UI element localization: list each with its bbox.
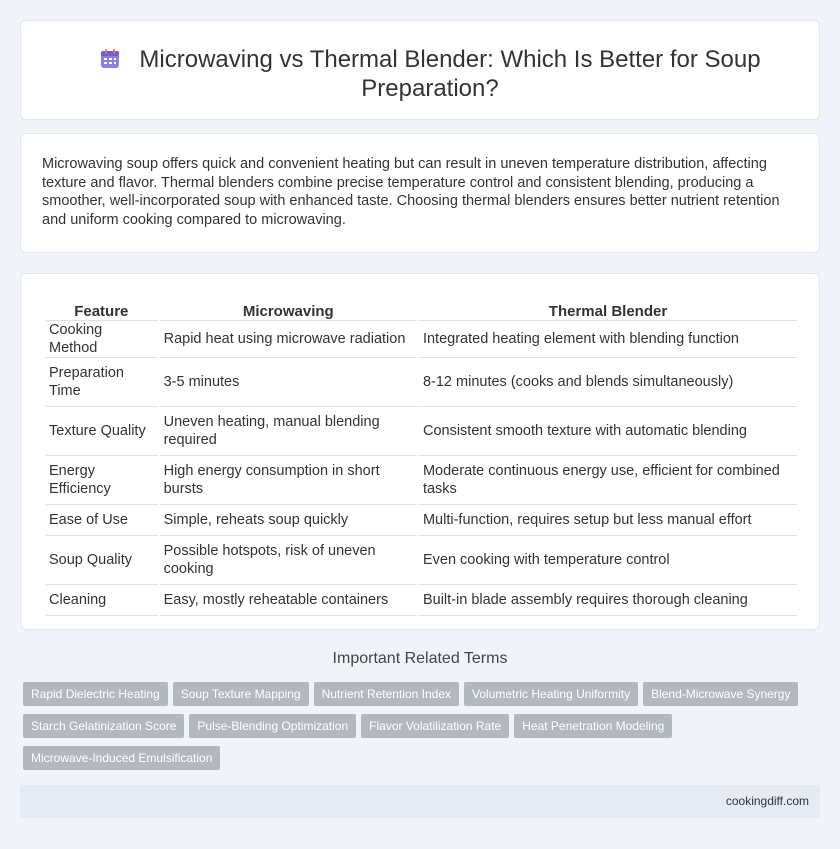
related-terms-title: Important Related Terms: [332, 650, 508, 667]
related-term-tag[interactable]: Flavor Volatilization Rate: [361, 714, 509, 738]
intro-text: Microwaving soup offers quick and convenient heating but can result in uneven temperature distribution, affecting texture and flavor. Thermal blenders combine precise temperature control and consistent blending, producing a smoother, well-incorporated soup with enhanced taste. Choosing thermal blenders ensures better nutrient retention and uniform cooking compared to microwaving.: [42, 156, 780, 228]
cell-feature: Preparation Time: [45, 358, 158, 407]
comparison-table: [43, 297, 799, 616]
cell-microwaving: Easy, mostly reheatable containers: [160, 585, 417, 616]
table-header-row: [45, 297, 797, 321]
header-feature: Feature: [45, 297, 158, 321]
cell-feature: Ease of Use: [45, 505, 158, 536]
footer: [20, 785, 820, 818]
related-term-tag[interactable]: Pulse-Blending Optimization: [189, 714, 356, 738]
cell-microwaving: Rapid heat using microwave radiation: [160, 321, 417, 358]
header-thermal-blender: Thermal Blender: [419, 297, 797, 321]
page-title-wrap: [81, 45, 779, 103]
table-row: [45, 321, 797, 358]
cell-thermal-blender: Multi-function, requires setup but less manual effort: [419, 505, 797, 536]
cell-microwaving: Simple, reheats soup quickly: [160, 505, 417, 536]
page-title: Microwaving vs Thermal Blender: Which Is Better for Soup Preparation?: [139, 46, 761, 102]
cell-microwaving: High energy consumption in short bursts: [160, 456, 417, 505]
table-row: [45, 536, 797, 585]
related-terms-list: [23, 682, 823, 778]
table-row: [45, 456, 797, 505]
cell-thermal-blender: Consistent smooth texture with automatic blending: [419, 407, 797, 456]
cell-thermal-blender: Built-in blade assembly requires thorough cleaning: [419, 585, 797, 616]
table-row: [45, 407, 797, 456]
cell-feature: Cleaning: [45, 585, 158, 616]
cell-thermal-blender: Integrated heating element with blending function: [419, 321, 797, 358]
cell-microwaving: Uneven heating, manual blending required: [160, 407, 417, 456]
cell-feature: Soup Quality: [45, 536, 158, 585]
cell-feature: Energy Efficiency: [45, 456, 158, 505]
table-row: [45, 585, 797, 616]
comparison-card: [20, 273, 820, 630]
related-term-tag[interactable]: Rapid Dielectric Heating: [23, 682, 168, 706]
cell-microwaving: Possible hotspots, risk of uneven cooking: [160, 536, 417, 585]
related-term-tag[interactable]: Microwave-Induced Emulsification: [23, 746, 220, 770]
related-term-tag[interactable]: Soup Texture Mapping: [173, 682, 309, 706]
cell-feature: Cooking Method: [45, 321, 158, 358]
header-card: [20, 20, 820, 120]
cell-thermal-blender: Even cooking with temperature control: [419, 536, 797, 585]
related-term-tag[interactable]: Heat Penetration Modeling: [514, 714, 672, 738]
cell-thermal-blender: 8-12 minutes (cooks and blends simultaneously): [419, 358, 797, 407]
intro-card: [20, 133, 820, 253]
table-row: [45, 505, 797, 536]
related-term-tag[interactable]: Nutrient Retention Index: [314, 682, 459, 706]
cell-feature: Texture Quality: [45, 407, 158, 456]
related-term-tag[interactable]: Volumetric Heating Uniformity: [464, 682, 638, 706]
related-term-tag[interactable]: Blend-Microwave Synergy: [643, 682, 798, 706]
cell-microwaving: 3-5 minutes: [160, 358, 417, 407]
calendar-icon: [99, 48, 121, 70]
cell-thermal-blender: Moderate continuous energy use, efficient for combined tasks: [419, 456, 797, 505]
table-row: [45, 358, 797, 407]
footer-site-link[interactable]: cookingdiff.com: [725, 794, 809, 808]
related-term-tag[interactable]: Starch Gelatinization Score: [23, 714, 184, 738]
header-microwaving: Microwaving: [160, 297, 417, 321]
